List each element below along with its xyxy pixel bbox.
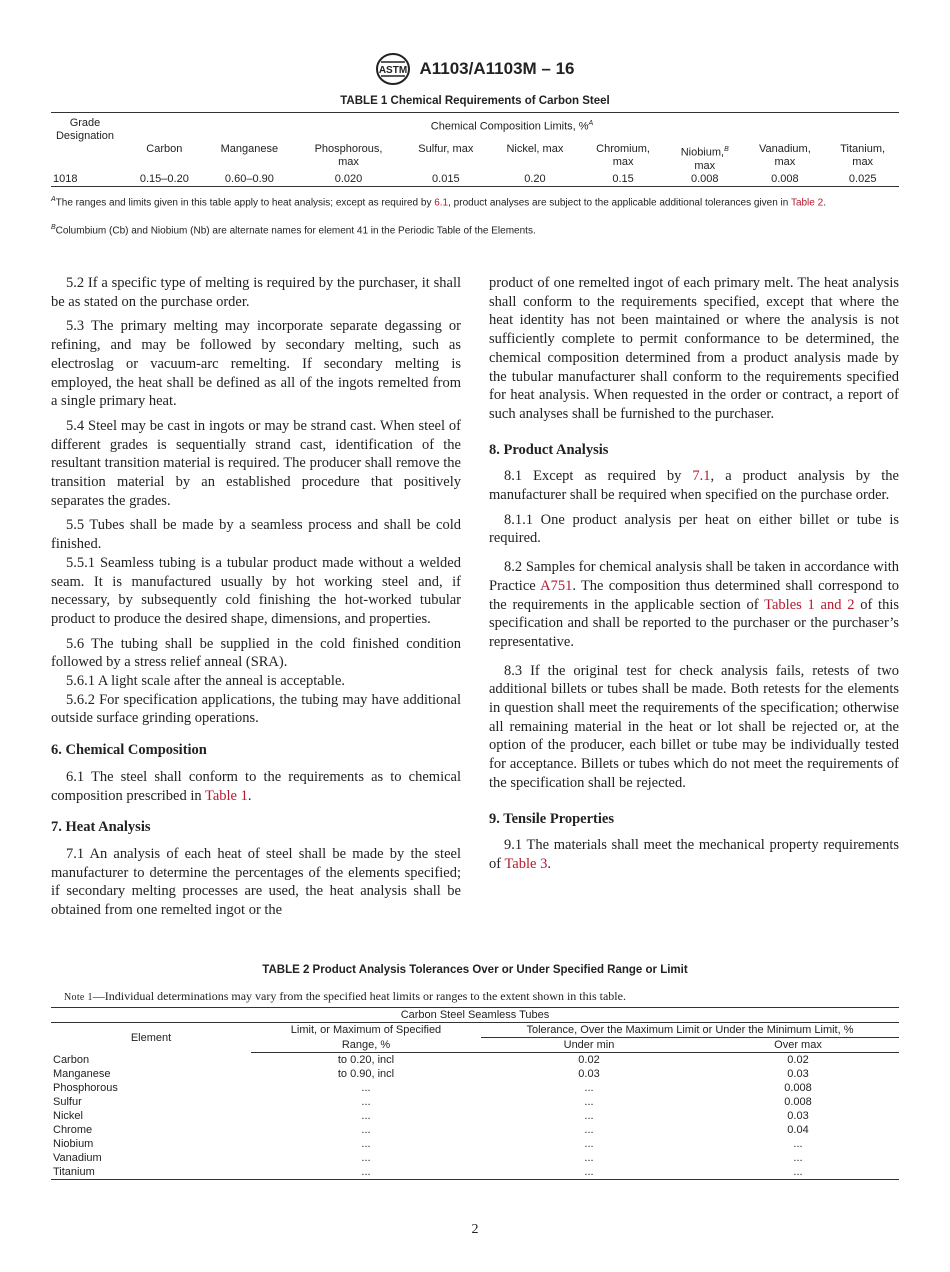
table1-col-header: Titanium, max	[840, 143, 886, 168]
table2-row	[51, 1067, 899, 1081]
table2-cell-over: 0.04	[787, 1124, 809, 1136]
table2-cell-limit: ...	[361, 1096, 371, 1108]
para-9-1: 9.1 The materials shall meet the mechanical property requirements of Table 3.	[489, 837, 899, 872]
table2-cell-element: Chrome	[53, 1124, 93, 1136]
link-6-1[interactable]: 6.1	[434, 197, 449, 209]
table1-value-cell: 0.15–0.20	[125, 173, 204, 187]
table2-cell-limit: ...	[361, 1082, 371, 1094]
table2-cell-over: ...	[697, 1165, 899, 1180]
table1-col-header: Vanadium, max	[759, 143, 811, 168]
table1-col-header: Carbon	[146, 143, 183, 155]
right-column	[489, 274, 899, 874]
table2-cell-under: ...	[584, 1124, 594, 1136]
para-8-3: 8.3 If the original test for check analysis fails, retests of two additional billets or tubes shall be made. Both retests for the elements in question shall meet the requirements of the specification; otherwise all remaining material in the heat or lot shall be rejected or, at the option of the producer, each billet or tube may be individually tested for acceptance. Billets or tubes which do not meet the requirements of the specification shall be rejected.	[489, 662, 899, 791]
table1-col-header: Sulfur, max	[418, 143, 474, 155]
table1-footnote-a: $^A$The ranges and limits given in this table apply to heat analysis; except as required by 6.1, product analyses are subject to the applicable additional tolerances given in Table 2.	[51, 196, 826, 209]
table2-row	[51, 1151, 899, 1165]
page-number: 2	[471, 1222, 479, 1237]
para-5-5-1: 5.5.1 Seamless tubing is a tubular product made without a welded seam. It is manufactured usually by hot working steel and, if necessary, by subsequently cold finishing the hot-worked tubular product to produce the desired shape, dimensions, and properties.	[51, 554, 461, 627]
para-7-1: 7.1 An analysis of each heat of steel shall be made by the steel manufacturer to determine the percentages of the elements specified; if secondary melting processes are used, the heat analysis shall be obtained from one remelted ingot or the	[51, 845, 461, 919]
table2-cell-over: 0.008	[784, 1096, 812, 1108]
table2-cell-limit: to 0.90, incl	[337, 1068, 395, 1080]
heading-6: 6. Chemical Composition	[51, 742, 207, 759]
heading-8: 8. Product Analysis	[489, 441, 609, 458]
table1-value-cell: 0.020	[295, 173, 402, 187]
document-id: A1103/A1103M – 16	[419, 59, 575, 78]
para-5-4: 5.4 Steel may be cast in ingots or may be strand cast. When steel of different grades is sequentially strand cast, identification of the resultant transition material is required. The producer shall remove the transition material by an established procedure that positively separates the grades.	[51, 417, 461, 509]
table2-cell-over: 0.02	[787, 1054, 809, 1066]
table2-cell-element: Manganese	[53, 1068, 111, 1080]
table2-row	[51, 1137, 899, 1151]
heading-9: 9. Tensile Properties	[489, 810, 614, 827]
table2-under-header: Under min	[481, 1038, 697, 1053]
table2-cell-limit: ...	[361, 1124, 371, 1136]
heading-7: 7. Heat Analysis	[51, 819, 151, 836]
table2-cell-under: ...	[584, 1110, 594, 1122]
table2-cell-element: Vanadium	[53, 1152, 102, 1164]
table1-col-header: Niobium,$^B$ max	[680, 146, 729, 172]
para-8-1-1: 8.1.1 One product analysis per heat on either billet or tube is required.	[489, 511, 899, 547]
para-5-2: 5.2 If a specific type of melting is required by the purchaser, it shall be as stated on the purchase order.	[51, 275, 461, 310]
astm-logo-text: ASTM	[379, 65, 408, 76]
table2-cell-over: 0.03	[787, 1068, 809, 1080]
table2-cell-limit: ...	[361, 1152, 371, 1164]
table2-cell-element: Phosphorous	[53, 1082, 118, 1094]
table1-col-header: Chromium, max	[596, 143, 650, 168]
table2-cell-under: 0.03	[578, 1068, 600, 1080]
table1-title: TABLE 1 Chemical Requirements of Carbon Steel	[340, 95, 610, 107]
link-a751[interactable]: A751	[540, 577, 573, 594]
para-5-6-1: 5.6.1 A light scale after the anneal is acceptable.	[66, 673, 346, 690]
table1-column-headers	[51, 143, 899, 173]
table2-cell-under: ...	[584, 1138, 594, 1150]
table2-cell-element: Sulfur	[53, 1096, 82, 1108]
table1-value-cell: 0.015	[402, 173, 490, 187]
table2-cell-over: ...	[793, 1138, 803, 1150]
table1-value-cell: 0.008	[743, 173, 826, 187]
table2-group-header: Carbon Steel Seamless Tubes	[51, 1008, 899, 1023]
table2-over-header: Over max	[697, 1038, 899, 1053]
astm-logo-icon	[375, 52, 411, 86]
table1-grade-value: 1018	[51, 173, 125, 187]
link-table-2[interactable]: Table 2	[790, 197, 824, 209]
table2-cell-under: ...	[584, 1152, 594, 1164]
para-5-6-2: 5.6.2 For specification applications, the tubing may have additional outside surface grinding operations.	[51, 691, 461, 727]
table1-value-cell: 0.20	[490, 173, 580, 187]
table2-cell-under: ...	[584, 1096, 594, 1108]
left-column	[51, 274, 461, 920]
link-tables-1-and-2[interactable]: Tables 1 and 2	[764, 596, 855, 613]
para-5-6: 5.6 The tubing shall be supplied in the cold finished condition followed by a stress relief anneal (SRA).	[51, 635, 461, 671]
table2-note: Note 1—Individual determinations may vary from the specified heat limits or ranges to the extent shown in this table.	[64, 989, 626, 1003]
table2-cell-element: Carbon	[53, 1053, 90, 1066]
table2-product-tolerances	[51, 1007, 899, 1180]
link-7-1[interactable]: 7.1	[692, 468, 711, 485]
table1-value-cell: 0.008	[666, 173, 743, 187]
table2-title: TABLE 2 Product Analysis Tolerances Over or Under Specified Range or Limit	[262, 964, 688, 976]
table2-row	[51, 1123, 899, 1137]
para-8-1: 8.1 Except as required by 7.1, a product analysis by the manufacturer shall be required when specified on the purchase order.	[489, 468, 899, 504]
table1-value-cell: 0.025	[826, 173, 899, 187]
link-table-1[interactable]: Table 1	[204, 787, 248, 804]
table1-value-cell: 0.15	[580, 173, 666, 187]
table1-chemical-requirements	[51, 112, 899, 187]
table2-row	[51, 1109, 899, 1123]
para-7-1-continued: product of one remelted ingot of each primary melt. The heat analysis shall conform to the requirements specified, except that where the heat identity has not been maintained or where the analysis is not sufficiently complete to permit conformance to be determined, the chemical composition determined from a product analysis made by the tubular manufacturer shall conform to the requirements specified for heat analysis. When requested in the order or contract, a report of such analyses shall be furnished to the purchaser.	[489, 275, 899, 422]
table2-cell-over: 0.03	[787, 1110, 809, 1122]
table1-footnote-b: $^B$Columbium (Cb) and Niobium (Nb) are alternate names for element 41 in the Periodic Table of the Elements.	[51, 224, 536, 237]
table1-col-header: Manganese	[220, 143, 279, 155]
table2-cell-limit: to 0.20, incl	[337, 1054, 395, 1066]
table2-limit-header: Limit, or Maximum of Specified	[290, 1024, 442, 1036]
para-5-3: 5.3 The primary melting may incorporate separate degassing or refining, and may be followed by secondary melting, such as electroslag or vacuum-arc remelting. If secondary melting is employed, the heat shall be defined as all of the ingots remelted from a single primary heat.	[51, 318, 461, 410]
table1-col-header: Nickel, max	[506, 143, 564, 155]
table2-cell-over: ...	[793, 1152, 803, 1164]
table1-grade-header: Grade Designation	[51, 113, 125, 144]
para-5-5: 5.5 Tubes shall be made by a seamless process and shall be cold finished.	[51, 517, 461, 553]
table1-data-row	[51, 173, 899, 187]
table2-cell-limit: ...	[251, 1165, 481, 1180]
table2-cell-limit: ...	[361, 1138, 371, 1150]
link-table-3[interactable]: Table 3	[504, 855, 548, 872]
table1-col-header: Phosphorous, max	[314, 143, 383, 168]
table2-row	[51, 1081, 899, 1095]
para-6-1: 6.1 The steel shall conform to the requirements as to chemical composition prescribed in Table 1.	[51, 768, 461, 804]
table2-cell-element: Niobium	[53, 1138, 94, 1150]
para-8-2: 8.2 Samples for chemical analysis shall be taken in accordance with Practice A751. The composition thus determined shall correspond to the requirements in the applicable section of Tables 1 and 2 of this specification and shall be reported to the purchaser or the purchaser’s representative.	[489, 559, 899, 650]
table2-cell-element: Nickel	[53, 1110, 83, 1122]
table2-cell-over: 0.008	[784, 1082, 812, 1094]
table2-row	[51, 1095, 899, 1109]
table2-cell-under: ...	[481, 1165, 697, 1180]
page-header	[0, 52, 950, 91]
table1-composition-header: Chemical Composition Limits, %$^A$	[125, 113, 899, 144]
table2-limit-header-2: Range, %	[251, 1038, 481, 1053]
table2-row	[51, 1053, 899, 1068]
table2-row	[51, 1165, 899, 1180]
table2-cell-under: ...	[584, 1082, 594, 1094]
table2-cell-element: Titanium	[51, 1165, 251, 1180]
table2-cell-under: 0.02	[578, 1054, 600, 1066]
table2-element-header: Element	[130, 1031, 172, 1044]
table1-value-cell: 0.60–0.90	[204, 173, 295, 187]
table2-tolerance-header: Tolerance, Over the Maximum Limit or Under the Minimum Limit, %	[481, 1023, 899, 1038]
table2-cell-limit: ...	[361, 1110, 371, 1122]
